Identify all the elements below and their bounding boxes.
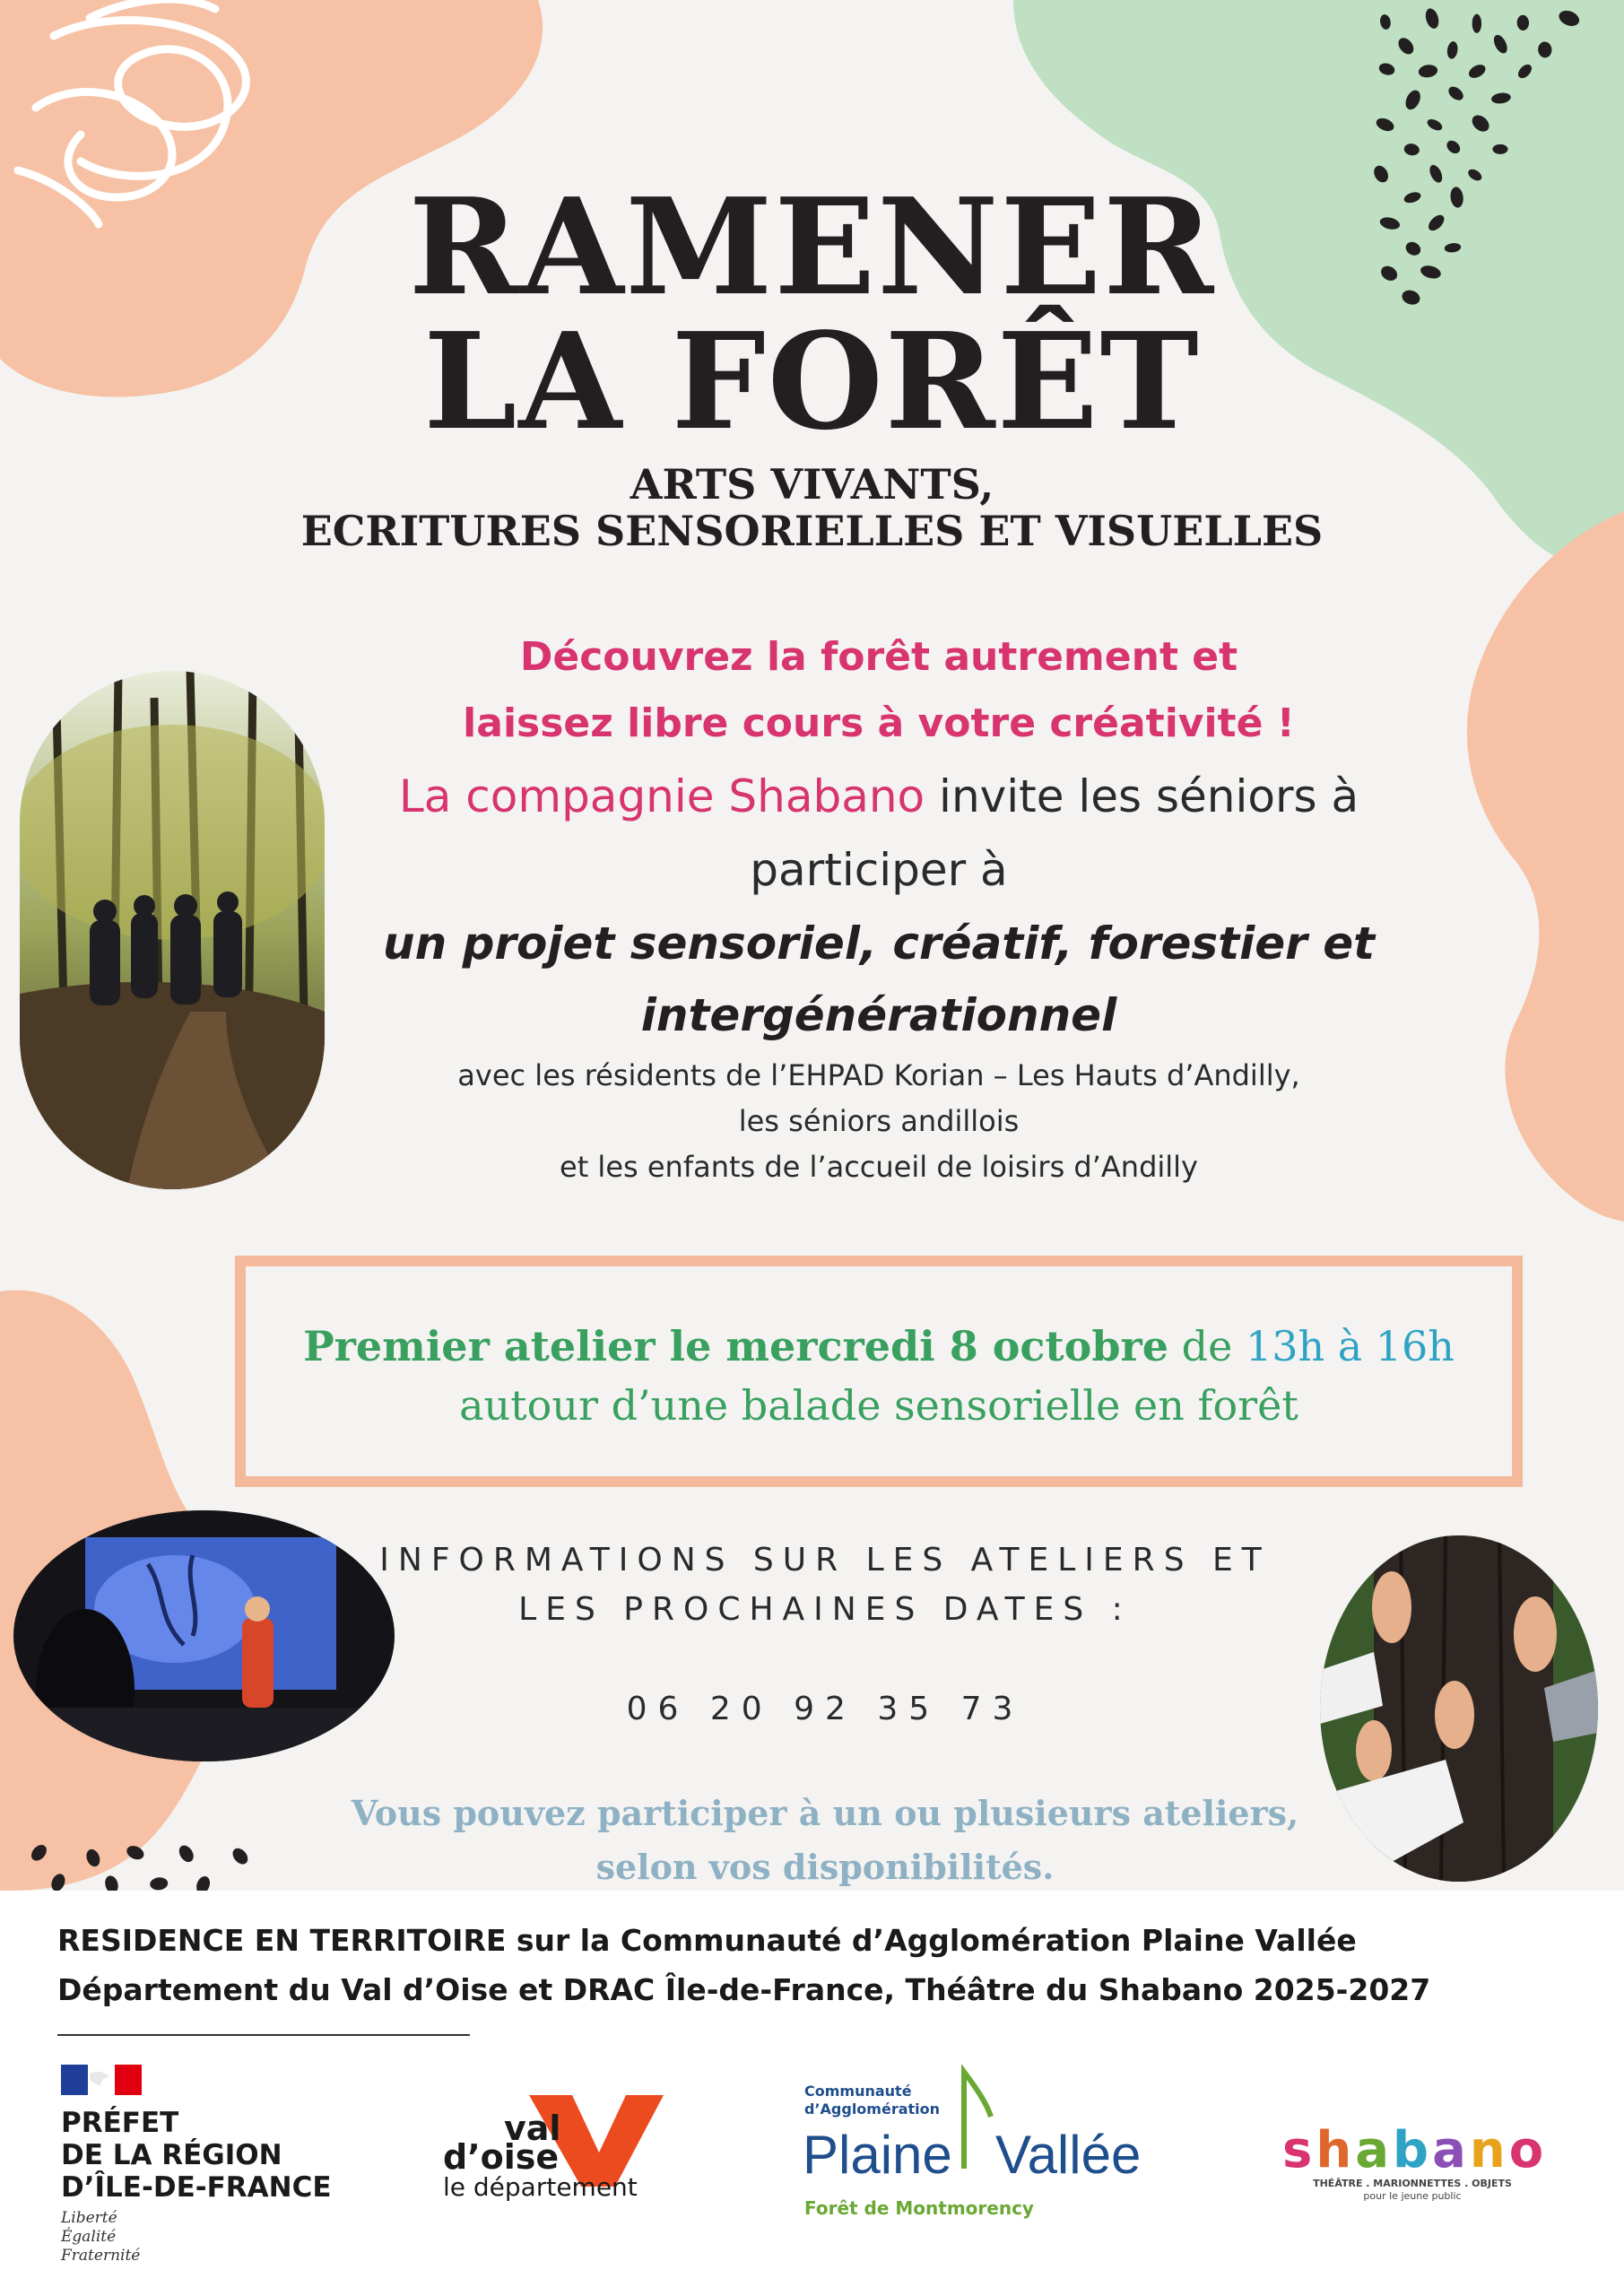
shabano-letter: o — [1508, 2121, 1548, 2179]
plaine-vallee-logo — [803, 2063, 1179, 2233]
phone-number[interactable]: 06 20 92 35 73 — [626, 1691, 1024, 1727]
forest-walk-photo — [20, 671, 325, 1189]
intro-line2: participer à — [750, 844, 1008, 896]
availability-line2: selon vos disponibilités. — [595, 1847, 1055, 1887]
prefet-line3: D’ÎLE-DE-FRANCE — [61, 2171, 332, 2204]
shabano-letter: s — [1282, 2121, 1316, 2179]
residents-line2: les séniors andillois — [738, 1104, 1020, 1138]
shabano-letter: a — [1355, 2121, 1394, 2179]
workshop-line2: autour d’une balade sensorielle en forêt — [459, 1381, 1298, 1430]
dot — [1492, 144, 1507, 154]
shabano-letter: b — [1393, 2121, 1433, 2179]
valdoise-word2: d’oise — [443, 2137, 560, 2177]
marianne-flag-icon — [61, 2065, 142, 2095]
dot — [150, 1876, 169, 1891]
residents-line3: et les enfants de l’accueil de loisirs d’Andilly — [560, 1150, 1198, 1184]
devise-egalite: Égalité — [61, 2228, 117, 2246]
shabano-letter: n — [1469, 2121, 1509, 2179]
valdoise-subtitle: le département — [443, 2172, 638, 2202]
availability-line1: Vous pouvez participer à un ou plusieurs ateliers, — [351, 1793, 1299, 1833]
lead-line1: Découvrez la forêt autrement et — [519, 634, 1238, 680]
project-line2: intergénérationnel — [640, 989, 1117, 1041]
workshop-de: de — [1168, 1322, 1246, 1370]
plaine-big-2: Vallée — [995, 2125, 1142, 2185]
devise-liberte: Liberté — [61, 2209, 117, 2227]
plaine-big-1: Plaine — [803, 2125, 952, 2185]
dot — [177, 1843, 197, 1865]
subtitle-line1: ARTS VIVANTS, — [630, 460, 994, 509]
footer-divider — [57, 2034, 470, 2036]
workshop-date: Premier atelier le mercredi 8 octobre — [303, 1322, 1169, 1370]
shabano-logo — [1282, 2121, 1551, 2215]
valdoise-word1: val — [504, 2109, 561, 2148]
title-line2: LA FORÊT — [423, 303, 1201, 459]
shabano-wordmark — [1282, 2121, 1551, 2179]
info-line2: LES PROCHAINES DATES : — [518, 1591, 1132, 1628]
company-name: La compagnie Shabano — [398, 770, 925, 822]
workshop-line1 — [235, 1317, 1523, 1376]
subtitle-line2: ECRITURES SENSORIELLES ET VISUELLES — [300, 507, 1324, 555]
workshop-time: 13h à 16h — [1245, 1322, 1455, 1370]
intro-rest: invite les séniors à — [925, 770, 1359, 822]
dot — [1472, 14, 1482, 33]
shabano-audience: pour le jeune public — [1363, 2190, 1462, 2202]
prefet-logo — [61, 2065, 366, 2280]
footer-line2: Département du Val d’Oise et DRAC Île-de-France, Théâtre du Shabano 2025-2027 — [57, 1972, 1431, 2007]
lead-line2: laissez libre cours à votre créativité ! — [463, 700, 1295, 746]
prefet-line2: DE LA RÉGION — [61, 2139, 282, 2171]
footer-line1: RESIDENCE EN TERRITOIRE sur la Communauté d’Agglomération Plaine Vallée — [57, 1923, 1357, 1958]
residents-line1: avec les résidents de l’EHPAD Korian – Les Hauts d’Andilly, — [457, 1058, 1300, 1092]
info-line1: INFORMATIONS SUR LES ATELIERS ET — [379, 1542, 1271, 1578]
intro-line1 — [341, 761, 1417, 832]
project-line1: un projet sensoriel, créatif, forestier et — [382, 918, 1376, 970]
prefet-line1: PRÉFET — [61, 2107, 179, 2139]
plaine-small-2: d’Agglomération — [804, 2100, 941, 2118]
dot — [230, 1846, 251, 1867]
title-line1: RAMENER — [408, 169, 1216, 325]
shabano-tagline: THÉÂTRE . MARIONNETTES . OBJETS — [1313, 2178, 1512, 2189]
peach-blob-right — [1467, 511, 1624, 1222]
shabano-letter: a — [1432, 2121, 1470, 2179]
shabano-letter: h — [1316, 2121, 1356, 2179]
plaine-small-1: Communauté — [804, 2083, 912, 2100]
devise-fraternite: Fraternité — [61, 2247, 141, 2265]
val-doise-logo — [439, 2090, 682, 2233]
plaine-subtitle: Forêt de Montmorency — [804, 2197, 1034, 2219]
